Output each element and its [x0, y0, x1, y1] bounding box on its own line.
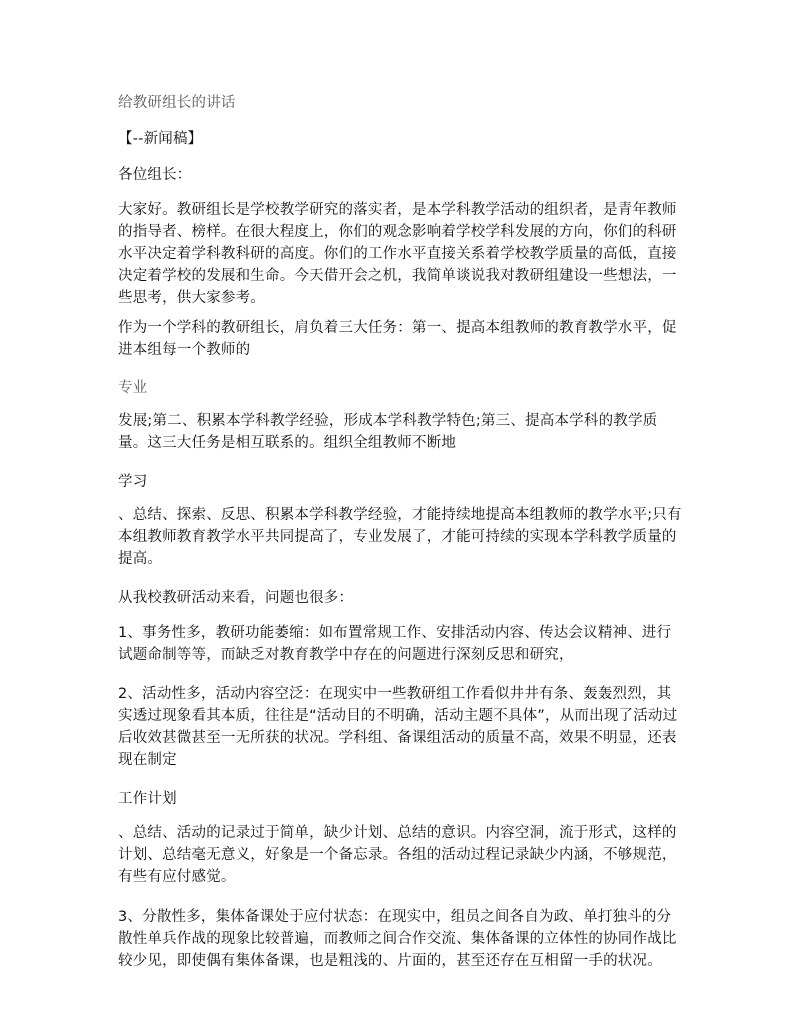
document-tag: 【--新闻稿】 — [118, 131, 203, 147]
salutation: 各位组长： — [118, 167, 192, 183]
paragraph-problem-1: 1、事务性多，教研功能萎缩：如布置常规工作、安排活动内容、传达会议精神、进行试题命制等等，而缺乏对教育教学中存在的问题进行深刻反思和研究， — [118, 625, 672, 663]
paragraph-records: 、总结、活动的记录过于简单，缺少计划、总结的意识。内容空洞，流于形式，这样的计划、总结毫无意义，好象是一个备忘录。各组的活动过程记录缺少内涵，不够规范，有些有应付感觉。 — [118, 825, 677, 885]
document-title: 给教研组长的讲话 — [118, 95, 236, 111]
paragraph-study: 学习 — [118, 474, 148, 490]
paragraph-tasks: 作为一个学科的教研组长，肩负着三大任务：第一、提高本组教师的教育教学水平，促进本组每一个教师的 — [118, 320, 677, 358]
paragraph-problem-2: 2、活动性多，活动内容空泛：在现实中一些教研组工作看似井井有条、轰轰烈烈，其实透过现象看其本质，往往是“活动目的不明确，活动主题不具体”，从而出现了活动过后收效甚微甚至一无所获的状况。学科组、备课组活动的质量不高，效果不明显，还表现在制定 — [118, 686, 678, 768]
paragraph-work-plan: 工作计划 — [118, 791, 177, 807]
paragraph-summary: 、总结、探索、反思、积累本学科教学经验，才能持续地提高本组教师的教学水平;只有本组教师教育教学水平共同提高了，专业发展了，才能可持续的实现本学科教学质量的提高。 — [118, 507, 682, 567]
paragraph-problem-3: 3、分散性多，集体备课处于应付状态：在现实中，组员之间各自为政、单打独斗的分散性单兵作战的现象比较普遍，而教师之间合作交流、集体备课的立体性的协同作战比较少见，即使偶有集体备课，也是粗浅的、片面的，甚至还存在互相留一手的状况。 — [118, 909, 677, 969]
paragraph-professional: 专业 — [118, 380, 148, 396]
paragraph-greeting: 大家好。教研组长是学校教学研究的落实者，是本学科教学活动的组织者，是青年教师的指导者、榜样。在很大程度上，你们的观念影响着学校学科发展的方向，你们的科研水平决定着学科教科研的高度。你们的工作水平直接关系着学校教学质量的高低，直接决定着学校的发展和生命。今天借开会之机，我简单谈说我对教研组建设一些想法，一些思考，供大家参考。 — [118, 202, 677, 306]
paragraph-development: 发展;第二、积累本学科教学经验，形成本学科教学特色;第三、提高本学科的教学质量。这三大任务是相互联系的。组织全组教师不断地 — [118, 413, 658, 451]
paragraph-problems-intro: 从我校教研活动来看，问题也很多： — [118, 590, 354, 606]
